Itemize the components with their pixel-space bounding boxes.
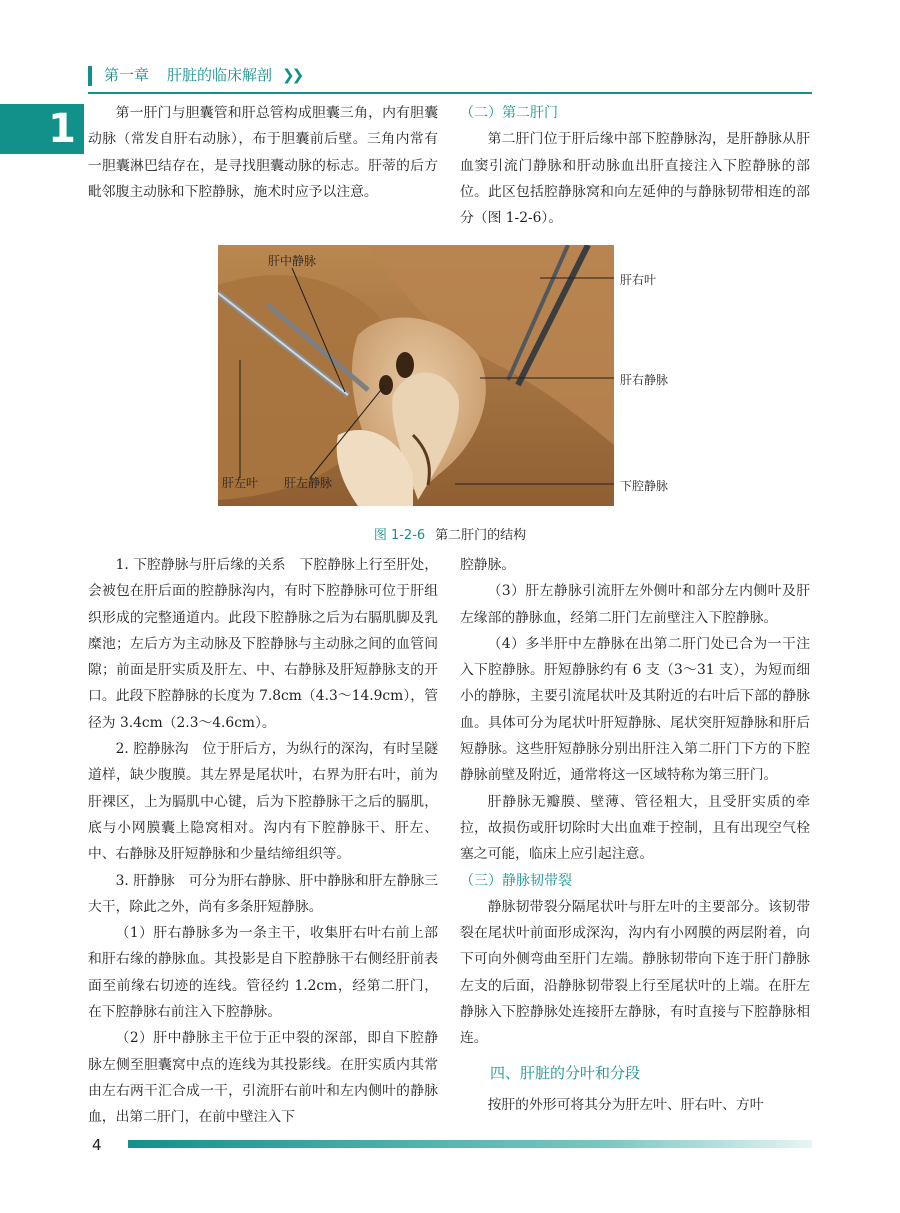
paragraph-continuation: 腔静脉。 bbox=[460, 557, 516, 573]
anatomy-illustration bbox=[218, 245, 614, 506]
bottom-left-column bbox=[88, 552, 438, 1131]
anatomy-photo bbox=[218, 245, 614, 506]
figure-caption bbox=[0, 524, 900, 543]
label-left-hepatic-vein: 肝左静脉 bbox=[284, 476, 333, 490]
label-right-hepatic-vein: 肝右静脉 bbox=[620, 373, 669, 387]
label-left-lobe: 肝左叶 bbox=[222, 476, 259, 490]
label-inferior-vena-cava: 下腔静脉 bbox=[620, 479, 669, 493]
paragraph: （4）多半肝中左静脉在出第二肝门处已合为一干注入下腔静脉。肝短静脉约有 6 支（3～31 支），为短而细小的静脉，主要引流尾状叶及其附近的右叶后下部的静脉血。具体可分为尾状叶肝短静脉、尾状突肝短静脉和肝后短静脉。这些肝短静脉分别出肝注入第二肝门下方的下腔静脉前壁及附近，通常将这一区域特称为第三肝门。 bbox=[460, 635, 810, 784]
label-right-lobe: 肝右叶 bbox=[620, 273, 657, 287]
bottom-right-column bbox=[460, 552, 810, 1118]
top-right-column bbox=[460, 100, 810, 231]
paragraph: 第二肝门位于肝后缘中部下腔静脉沟，是肝静脉从肝血窦引流门静脉和肝动脉血出肝直接注入下腔静脉的部位。此区包括腔静脉窝和向左延伸的与静脉韧带相连的部分（图 1-2-6）。 bbox=[460, 131, 810, 227]
double-chevron-icon: ❯❯ bbox=[282, 66, 302, 84]
figure-number: 图 1-2-6 bbox=[373, 528, 426, 543]
running-header bbox=[104, 64, 301, 85]
header-chapter: 第一章 bbox=[104, 66, 150, 84]
page-number: 4 bbox=[92, 1136, 102, 1154]
section-heading-second-porta: （二）第二肝门 bbox=[460, 105, 558, 121]
paragraph: 按肝的外形可将其分为肝左叶、肝右叶、方叶 bbox=[487, 1096, 764, 1113]
header-title: 肝脏的临床解剖 bbox=[167, 66, 273, 84]
paragraph: 2. 腔静脉沟 位于肝后方，为纵行的深沟，有时呈隧道样，缺少腹膜。其左界是尾状叶，右界为肝右叶，前为肝裸区，上为膈肌中心键，后为下腔静脉干之后的膈肌，底与小网膜囊上隐窝相对。沟内有下腔静脉干、肝左、中、右静脉及肝短静脉和少量结缔组织等。 bbox=[88, 741, 438, 863]
header-rule bbox=[88, 92, 812, 94]
figure-caption-text: 第二肝门的结构 bbox=[435, 528, 527, 543]
paragraph: （1）肝右静脉多为一条主干，收集肝右叶右前上部和肝右缘的静脉血。其投影是自下腔静脉干右侧经肝前表面至前缘右切迹的连线。管径约 1.2cm，经第二肝门，在下腔静脉右前注入下腔静脉。 bbox=[88, 925, 438, 1021]
paragraph: （3）肝左静脉引流肝左外侧叶和部分左内侧叶及肝左缘部的静脉血，经第二肝门左前壁注入下腔静脉。 bbox=[460, 583, 810, 626]
paragraph: 第一肝门与胆囊管和肝总管构成胆囊三角，内有胆囊动脉（常发自肝右动脉），布于胆囊前后壁。三角内常有一胆囊淋巴结存在，是寻找胆囊动脉的标志。肝蒂的后方毗邻腹主动脉和下腔静脉，施术时应予以注意。 bbox=[88, 105, 438, 200]
top-left-column bbox=[88, 100, 438, 205]
paragraph: 肝静脉无瓣膜、壁薄、管径粗大，且受肝实质的牵拉，故损伤或肝切除时大出血难于控制，且有出现空气栓塞之可能，临床上应引起注意。 bbox=[460, 793, 810, 863]
section-heading-lobes-segments: 四、肝脏的分叶和分段 bbox=[490, 1063, 641, 1082]
label-middle-hepatic-vein: 肝中静脉 bbox=[268, 254, 317, 268]
footer-gradient-bar bbox=[128, 1140, 812, 1148]
paragraph: 1. 下腔静脉与肝后缘的关系 下腔静脉上行至肝处，会被包在肝后面的腔静脉沟内，有时下腔静脉可位于肝组织形成的完整通道内。此段下腔静脉之后为右膈肌脚及乳糜池；左后方为主动脉及下腔静脉与主动脉之间的血管间隙；前面是肝实质及肝左、中、右静脉及肝短静脉支的开口。此段下腔静脉的长度为 7.8cm（4.3～14.9cm），管径为 3.4cm（2.3～4.6cm）。 bbox=[88, 557, 438, 731]
paragraph: 静脉韧带裂分隔尾状叶与肝左叶的主要部分。该韧带裂在尾状叶前面形成深沟，沟内有小网膜的两层附着，向下可向外侧弯曲至肝门左端。静脉韧带向下连于肝门静脉左支的后面，沿静脉韧带裂上行至尾状叶的上端。在肝左静脉入下腔静脉处连接肝左静脉，有时直接与下腔静脉相连。 bbox=[460, 898, 810, 1047]
paragraph: 3. 肝静脉 可分为肝右静脉、肝中静脉和肝左静脉三大干，除此之外，尚有多条肝短静脉。 bbox=[88, 872, 438, 915]
header-accent-bar bbox=[88, 66, 92, 86]
paragraph: （2）肝中静脉主干位于正中裂的深部，即自下腔静脉左侧至胆囊窝中点的连线为其投影线。在肝实质内其常由左右两干汇合成一干，引流肝右前叶和左内侧叶的静脉血，出第二肝门，在前中壁注入下 bbox=[88, 1030, 438, 1126]
chapter-tab: 1 bbox=[0, 104, 84, 154]
section-heading-venous-ligament: （三）静脉韧带裂 bbox=[460, 872, 572, 889]
